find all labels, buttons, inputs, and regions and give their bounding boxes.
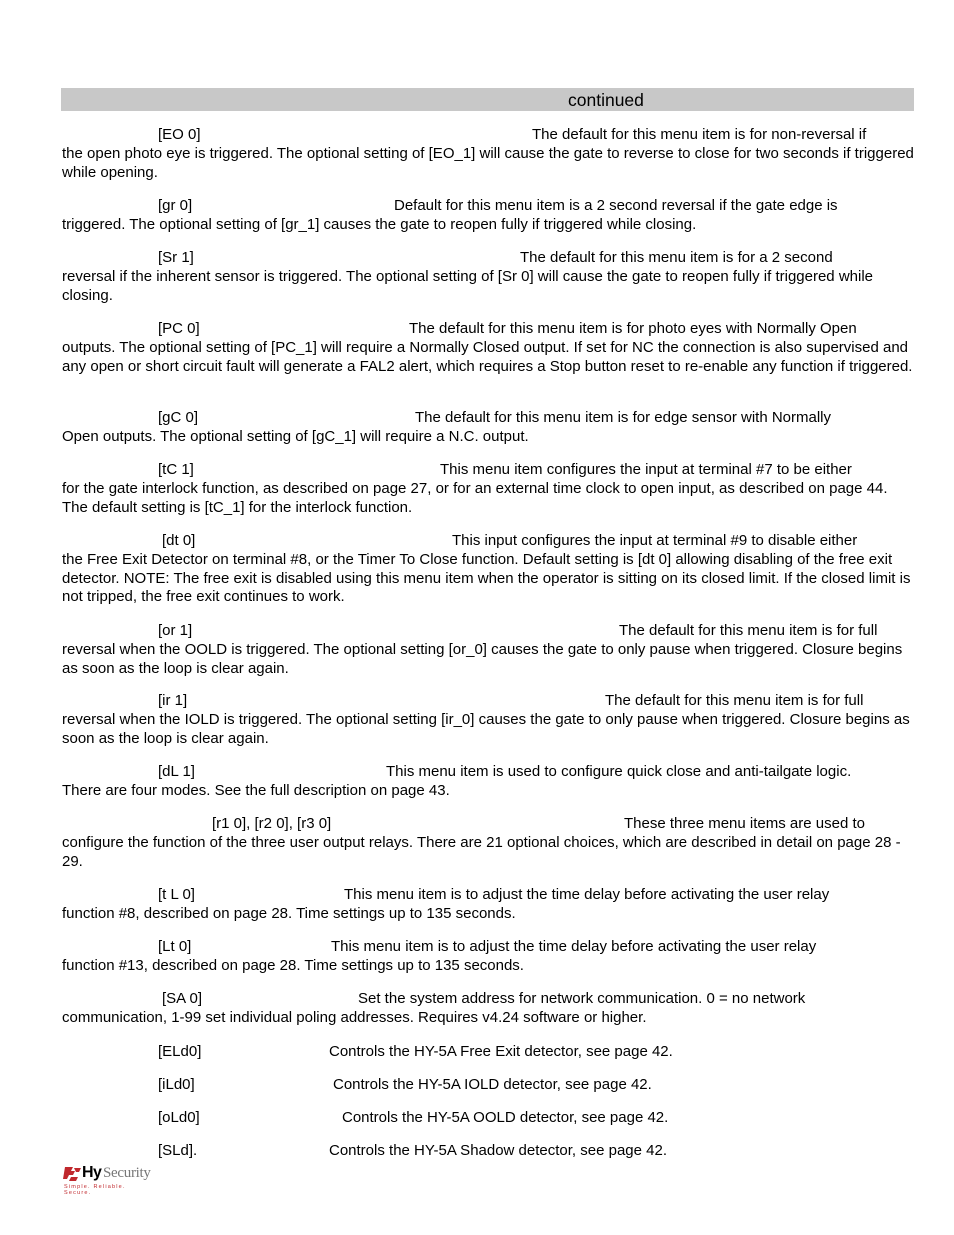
menu-item-description-start: These three menu items are used to [624,815,865,832]
menu-item-description: configure the function of the three user output relays. There are 21 optional choices, which are described in detail on page 28 - 29. [62,833,901,870]
menu-item-entry [62,249,914,305]
menu-item-description-start: The default for this menu item is for non-reversal if [532,126,867,143]
menu-item-code: [Lt 0] [158,938,192,955]
section-header-text: continued [568,90,644,110]
menu-item-code: [PC 0] [158,320,200,337]
menu-item-code: [oLd0] [158,1109,200,1126]
menu-item-code: [Sr 1] [158,249,194,266]
menu-item-description: for the gate interlock function, as described on page 27, or for an external time clock to open input, as described on page 44. The default setting is [tC_1] for the interlock function. [62,479,888,516]
menu-item-description: Open outputs. The optional setting of [gC_1] will require a N.C. output. [62,427,529,445]
menu-item-description: reversal when the IOLD is triggered. The optional setting [ir_0] causes the gate to only pause when triggered. Closure begins as soon as the loop is clear again. [62,710,910,747]
menu-item-entry [62,938,914,976]
menu-item-description: Controls the HY-5A OOLD detector, see page 42. [342,1109,669,1126]
menu-item-description: There are four modes. See the full description on page 43. [62,781,450,799]
menu-item-description-start: This menu item is used to configure quick close and anti-tailgate logic. [386,763,852,780]
menu-item-code: [ELd0] [158,1043,202,1060]
menu-item-description: the open photo eye is triggered. The optional setting of [EO_1] will cause the gate to reverse to close for two seconds if triggered while opening. [62,144,914,181]
section-header-bar [61,88,914,111]
menu-item-description-start: This menu item configures the input at terminal #7 to be either [440,461,852,478]
menu-item-description: communication, 1-99 set individual poling addresses. Requires v4.24 software or higher. [62,1008,647,1026]
menu-item-entry [62,126,914,182]
menu-item-description-start: The default for this menu item is for a 2 second [520,249,833,266]
menu-item-entry [62,532,914,607]
menu-item-description-start: This menu item is to adjust the time delay before activating the user relay [331,938,817,955]
menu-item-code: [SLd]. [158,1142,198,1159]
menu-item-code: [or 1] [158,622,193,639]
menu-item-description-start: The default for this menu item is for photo eyes with Normally Open [409,320,857,337]
hysecurity-logo [62,1164,152,1194]
menu-item-entry [62,320,914,376]
menu-item-description: Controls the HY-5A Shadow detector, see page 42. [329,1142,668,1159]
logo-tagline: Simple. Reliable. Secure. [64,1184,126,1196]
menu-item-entry [62,197,914,235]
menu-item-description-start: The default for this menu item is for edge sensor with Normally [415,409,832,426]
menu-item-description: function #13, described on page 28. Time settings up to 135 seconds. [62,956,524,974]
menu-item-description: Controls the HY-5A IOLD detector, see page 42. [333,1076,652,1093]
menu-item-description: reversal when the OOLD is triggered. The optional setting [or_0] causes the gate to only pause when triggered. Closure begins as soon as the loop is clear again. [62,640,903,677]
menu-item-description: function #8, described on page 28. Time settings up to 135 seconds. [62,904,516,922]
menu-item-description-start: Default for this menu item is a 2 second reversal if the gate edge is [394,197,838,214]
menu-item-entry [62,409,914,447]
menu-item-description: Controls the HY-5A Free Exit detector, see page 42. [329,1043,673,1060]
logo-hy-text: Hy [82,1164,102,1181]
menu-item-description-start: The default for this menu item is for full [619,622,878,639]
menu-item-entry [62,461,914,517]
menu-item-code: [t L 0] [158,886,195,903]
menu-item-entry [62,622,914,678]
menu-item-code: [tC 1] [158,461,194,478]
logo-mark-icon [62,1166,82,1182]
menu-item-description-start: The default for this menu item is for full [605,692,864,709]
menu-item-description: triggered. The optional setting of [gr_1] causes the gate to reopen fully if triggered while closing. [62,215,697,233]
menu-item-code: [gr 0] [158,197,193,214]
menu-item-code: [r1 0], [r2 0], [r3 0] [212,815,332,832]
menu-item-code: [dt 0] [162,532,196,549]
menu-item-entry [62,763,914,801]
menu-item-entry [62,990,914,1028]
menu-item-description: outputs. The optional setting of [PC_1] will require a Normally Closed output. If set for NC the connection is also supervised and any open or short circuit fault will generate a FAL2 alert, which requires a Stop button reset to re-enable any function if triggered. [62,338,913,375]
menu-item-code: [EO 0] [158,126,201,143]
menu-item-entry [62,886,914,924]
menu-item-description: the Free Exit Detector on terminal #8, or the Timer To Close function. Default setting is [dt 0] allowing disabling of the free exit detector. NOTE: The free exit is disabled using this menu item when the operator is sitting on its closed limit. If the closed limit is not tripped, the free exit continues to work. [62,550,911,606]
logo-security-text: Security [103,1165,151,1181]
menu-item-description-start: This input configures the input at terminal #9 to disable either [452,532,858,549]
menu-item-entry [62,815,914,871]
menu-item-description-start: This menu item is to adjust the time delay before activating the user relay [344,886,830,903]
menu-item-description-start: Set the system address for network communication. 0 = no network [358,990,806,1007]
menu-item-code: [iLd0] [158,1076,195,1093]
menu-item-code: [gC 0] [158,409,199,426]
menu-item-description: reversal if the inherent sensor is triggered. The optional setting of [Sr 0] will cause the gate to reopen fully if triggered while closing. [62,267,873,304]
menu-item-code: [SA 0] [162,990,203,1007]
menu-item-code: [ir 1] [158,692,188,709]
menu-item-entry [62,692,914,748]
menu-item-code: [dL 1] [158,763,195,780]
